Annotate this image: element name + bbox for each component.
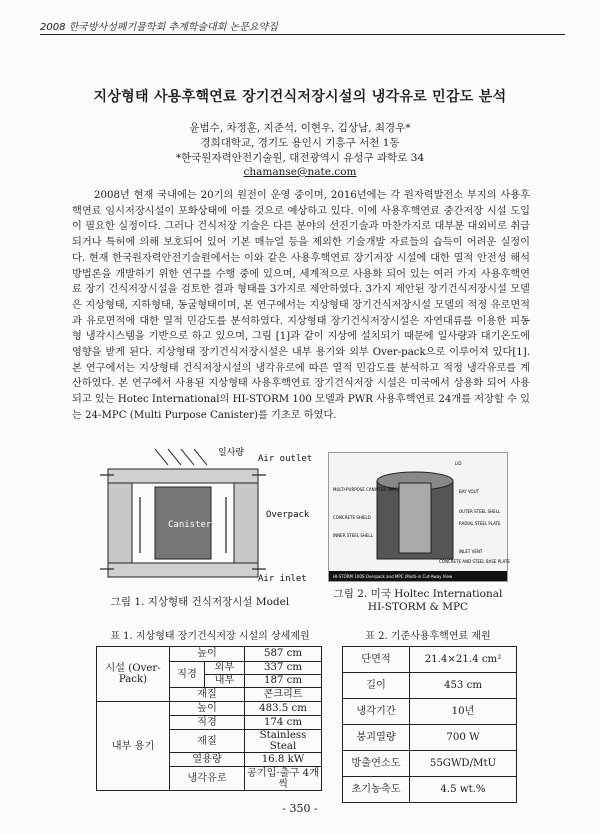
table-cell: 재질 xyxy=(170,688,245,702)
table-row xyxy=(97,702,322,716)
table-cell: 높이 xyxy=(170,647,245,662)
sun-label: 일사량 xyxy=(218,448,245,458)
fig2-label-inlet-vent: INLET VENT xyxy=(459,549,483,554)
figure-2-drawing xyxy=(328,452,508,582)
overpack-wall-left xyxy=(108,483,132,563)
table-cell: 방출연소도 xyxy=(343,751,410,777)
table-cell: 내부 용기 xyxy=(97,702,170,791)
table-cell: 내부 xyxy=(205,675,245,688)
table-cell: 공기입·출구 4개씩 xyxy=(245,767,322,791)
table-2 xyxy=(342,646,517,803)
fig2-label-radial-plate: RADIAL STEEL PLATE xyxy=(459,521,501,526)
table-cell: 직경 xyxy=(170,716,245,730)
fig2-label-inner-shell: INNER STEEL SHELL xyxy=(333,533,373,538)
abstract-body: 2008년 현재 국내에는 20기의 원전이 운영 중이며, 2016년에는 각 원자력발전소 부지의 사용후핵연료 임시저장시설이 포화상태에 이를 것으로 예상하고 있다. 이에 사용후핵연료 중간저장 시설 도입이 필요한 실정이다. 그러나 건식저장 기술은 다른 분야의 선진기술과 마찬가지로 대부분 대외비로 취급되거나 특허에 의해 보호되어 있어 기본 매뉴얼 등을 제외한 기술개발 자료들의 습득이 어려운 실정이다. 현재 한국원자력안전기술원에서는 이와 같은 사용후핵연료 장기저장 시설에 대한 열적 안전성 해석 방법론을 개발하기 위한 연구를 수행 중에 있으며, 세계적으로 사용화 되어 있는 여러 가지 사용후핵연료 장기 건식저장시설을 검토한 결과 형태를 3가지로 제안하였다. 3가지 제안된 장기건식저장시설 모델은 지상형태, 지하형태, 동굴형태이며, 본 연구에서는 지상형태 장기건식저장시설 모델의 적정 유로면적과 유로면적에 대한 열적 민감도를 분석하였다. 지상형태 장기건식저장시설은 자연대류를 이용한 피동형 냉각시스템을 기반으로 하고 있으며, 그림 [1]과 같이 지상에 설치되기 때문에 일사량과 대기온도에 영향을 받게 된다. 지상형태 장기건식저장시설은 내부 용기와 외부 Over-pack으로 이루어져 있다[1]. 본 연구에서는 지상형태 건식저장시설의 냉각유로에 따른 열적 민감도를 분석하고 적정 냉각유로를 계산하였다. 본 연구에서 사용된 지상형태 사용후핵연료 장기건식저장 시설은 미국에서 상용화 되어 사용되고 있는 Hotec International의 HI-STORM 100 모델과 PWR 사용후핵연료 24개를 저장할 수 있는 24-MPC (Multi Purpose Canister)를 기초로 하였다. xyxy=(72,190,530,421)
sun-arrows xyxy=(155,449,207,465)
affiliation-1: 경희대학교, 경기도 용인시 기흥구 서천 1동 xyxy=(200,137,400,149)
table-cell: 700 W xyxy=(410,725,517,751)
affiliation-2: *한국원자력안전기술원, 대전광역시 유성구 과학로 34 xyxy=(175,152,425,164)
table-cell: 187 cm xyxy=(245,675,322,688)
table-row xyxy=(343,725,517,751)
table-cell: 콘크리트 xyxy=(245,688,322,702)
fig2-label-mpc: MULTI-PURPOSE CANISTER (MPC) xyxy=(333,487,400,492)
table-row xyxy=(343,751,517,777)
table-cell: 재질 xyxy=(170,730,245,753)
email[interactable]: chamanse@nate.com xyxy=(243,166,357,178)
table-cell: 높이 xyxy=(170,702,245,716)
table-cell: 초기농축도 xyxy=(343,777,410,803)
table-cell: 337 cm xyxy=(245,662,322,675)
table-cell: 16.8 kW xyxy=(245,753,322,767)
canister-label: Canister xyxy=(168,520,212,530)
table-cell: 길이 xyxy=(343,673,410,699)
table-cell: 시설 (Over-Pack) xyxy=(97,647,170,702)
overpack-wall-right xyxy=(234,483,258,563)
table-cell: 21.4×21.4 cm² xyxy=(410,647,517,673)
table-cell: 174 cm xyxy=(245,716,322,730)
air-outlet-label: Air outlet xyxy=(258,454,313,464)
table-cell: 냉각기간 xyxy=(343,699,410,725)
table-cell: 직경 xyxy=(170,662,205,688)
overpack-base xyxy=(108,563,258,577)
air-inlet-label: Air inlet xyxy=(258,574,307,584)
table-cell: 열용량 xyxy=(170,753,245,767)
page-number: - 350 - xyxy=(282,802,318,815)
fig2-footer-text: HI-STORM 100S Overpack and MPC (Multi-in Cut-Away View xyxy=(333,574,453,579)
figure-1-caption: 그림 1. 지상형태 건식저장시설 Model xyxy=(110,596,290,608)
table-cell: 붕괴열량 xyxy=(343,725,410,751)
table-row xyxy=(343,673,517,699)
table-cell: 4.5 wt.% xyxy=(410,777,517,803)
table-row xyxy=(343,647,517,673)
table-1-caption: 표 1. 지상형태 장기건식저장 시설의 상세제원 xyxy=(110,631,310,642)
table-cell: 483.5 cm xyxy=(245,702,322,716)
table-cell: 55GWD/MtU xyxy=(410,751,517,777)
overpack-lid xyxy=(108,469,258,483)
fig2-label-lid: LID xyxy=(455,461,462,466)
overpack-label: Overpack xyxy=(266,510,310,520)
table-cell: 냉각유로 xyxy=(170,767,245,791)
fig2-label-base-plate: CONCRETE AND STEEL BASE PLATE xyxy=(439,559,510,564)
table-1 xyxy=(96,646,322,791)
figure-2-caption-1: 그림 2. 미국 Holtec International xyxy=(333,588,503,600)
table-cell: 10년 xyxy=(410,699,517,725)
table-row xyxy=(343,699,517,725)
paper-title: 지상형태 사용후핵연료 장기건식저장시설의 냉각유로 민감도 분석 xyxy=(93,89,507,105)
conference-header: 2008 한국방사성폐기물학회 추계학술대회 논문요약집 xyxy=(40,22,278,33)
figure-1-drawing xyxy=(100,445,313,585)
table-row xyxy=(343,777,517,803)
header-rule xyxy=(40,34,565,35)
table-cell: 외부 xyxy=(205,662,245,675)
mpc-canister xyxy=(399,483,431,553)
fig2-label-concrete: CONCRETE SHIELD xyxy=(333,515,371,520)
table-cell: 453 cm xyxy=(410,673,517,699)
table-cell: 단면적 xyxy=(343,647,410,673)
table-cell: 587 cm xyxy=(245,647,322,662)
fig2-label-outer-shell: OUTER STEEL SHELL xyxy=(459,509,501,514)
table-row xyxy=(97,647,322,662)
authors: 윤범수, 차정훈, 지준석, 이현우, 김상남, 최경우* xyxy=(189,122,411,134)
table-cell: Stainless Steal xyxy=(245,730,322,753)
table-2-caption: 표 2. 기준사용후핵연료 제원 xyxy=(365,631,491,642)
figure-2-caption-2: HI-STORM & MPC xyxy=(367,601,469,613)
fig2-label-bay-vout: BAY VOUT xyxy=(459,489,480,494)
